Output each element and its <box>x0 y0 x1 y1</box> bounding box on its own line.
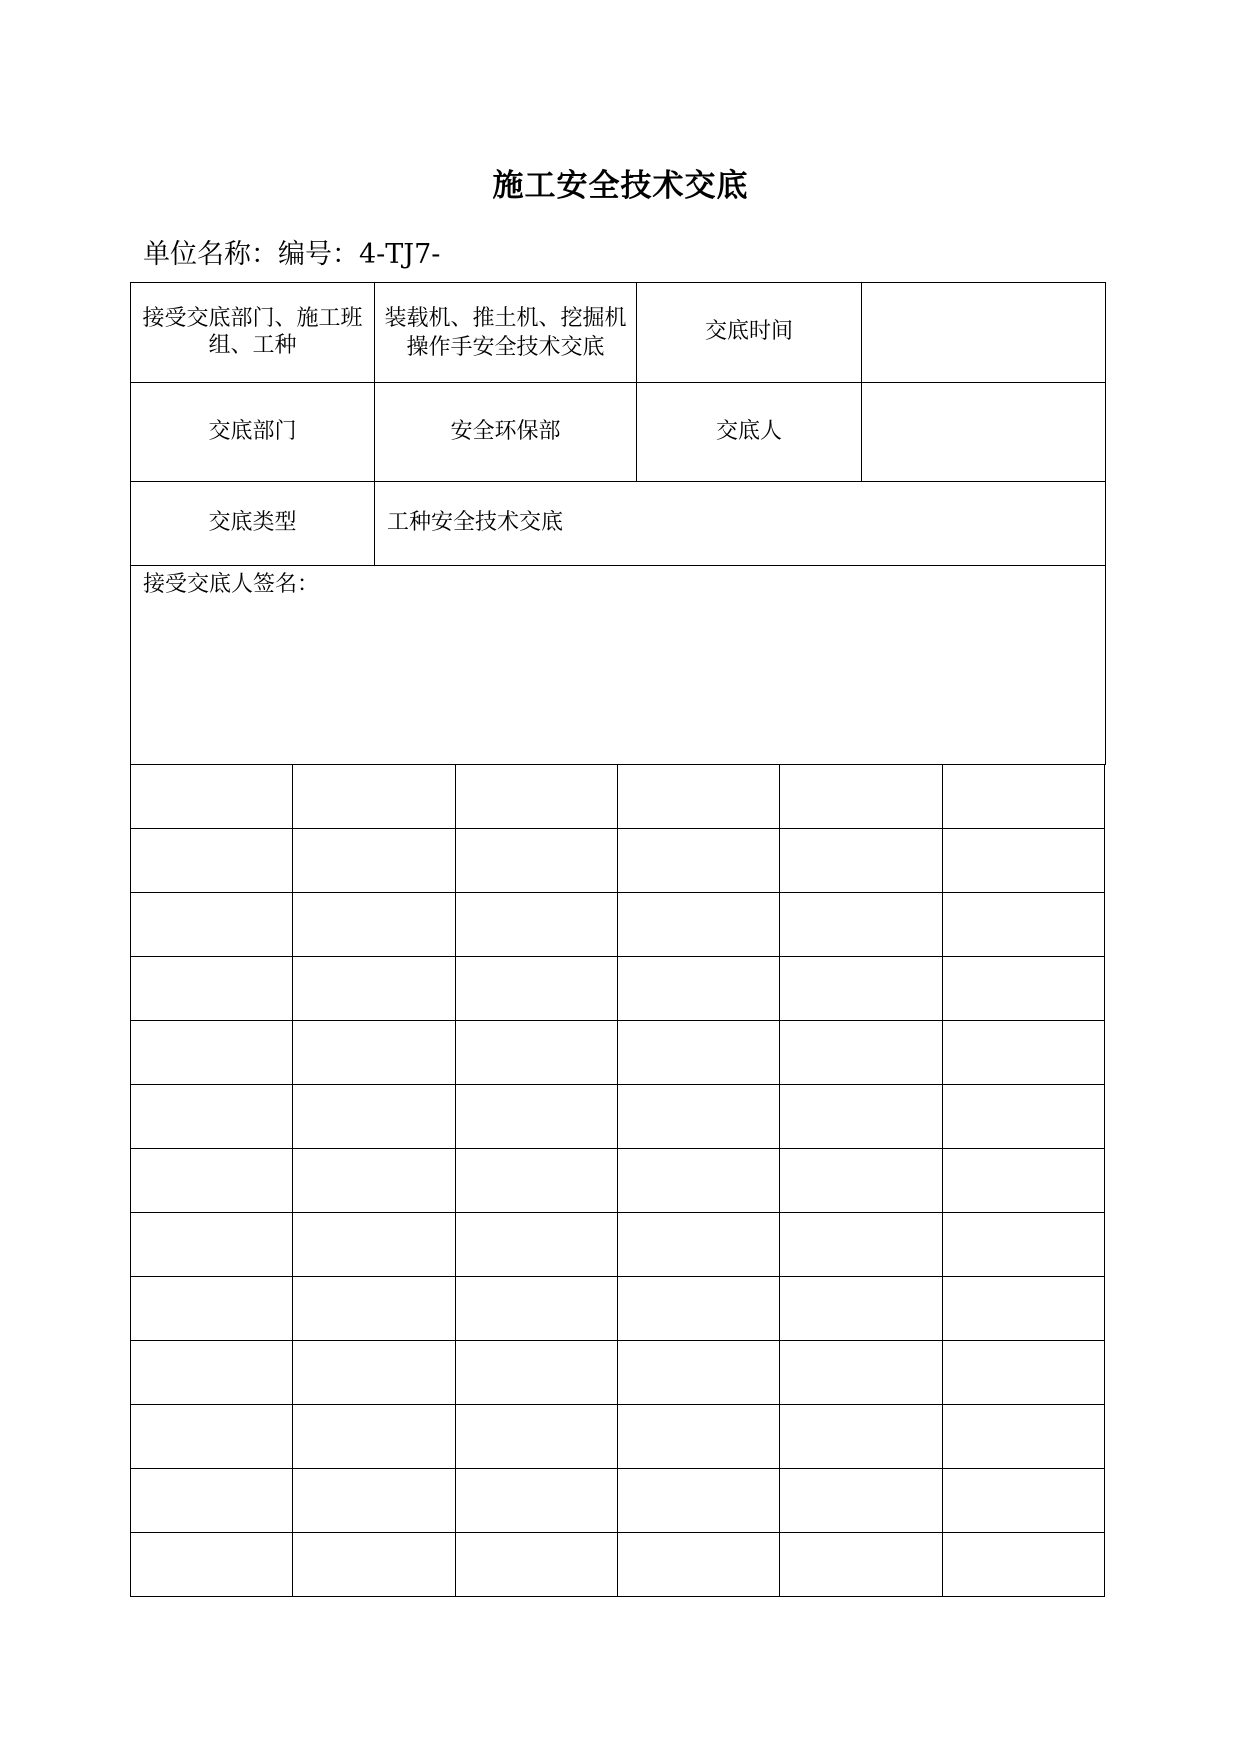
signature-grid-row <box>131 1085 1105 1149</box>
signature-cell[interactable] <box>780 893 942 957</box>
signature-cell[interactable] <box>293 1341 455 1405</box>
signature-cell[interactable] <box>293 765 455 829</box>
signature-cell[interactable] <box>942 1021 1104 1085</box>
briefing-dept-value[interactable]: 安全环保部 <box>375 383 637 482</box>
signature-cell[interactable] <box>131 1149 293 1213</box>
signature-cell[interactable] <box>293 1149 455 1213</box>
signature-cell[interactable] <box>617 1021 779 1085</box>
signature-cell[interactable] <box>617 957 779 1021</box>
signature-cell[interactable] <box>780 829 942 893</box>
signature-cell[interactable] <box>780 765 942 829</box>
signature-cell[interactable] <box>455 765 617 829</box>
signature-cell[interactable] <box>617 1149 779 1213</box>
signature-cell[interactable] <box>780 957 942 1021</box>
signature-cell[interactable] <box>780 1021 942 1085</box>
signature-cell[interactable] <box>780 1085 942 1149</box>
briefing-dept-label: 交底部门 <box>131 383 375 482</box>
signature-cell[interactable] <box>455 893 617 957</box>
signature-cell[interactable] <box>131 1213 293 1277</box>
signature-cell[interactable] <box>293 1277 455 1341</box>
signature-cell[interactable] <box>131 829 293 893</box>
briefing-person-label: 交底人 <box>637 383 862 482</box>
signature-grid-row <box>131 1213 1105 1277</box>
signature-cell[interactable] <box>780 1405 942 1469</box>
signature-cell[interactable] <box>617 893 779 957</box>
signature-cell[interactable] <box>942 1533 1104 1597</box>
signature-grid <box>130 764 1105 1597</box>
signature-grid-row <box>131 1405 1105 1469</box>
signature-cell[interactable] <box>617 1405 779 1469</box>
signature-cell[interactable] <box>131 1085 293 1149</box>
signature-label: 接受交底人签名： <box>131 566 1106 765</box>
signature-cell[interactable] <box>131 957 293 1021</box>
signature-cell[interactable] <box>455 1469 617 1533</box>
signature-cell[interactable] <box>131 1533 293 1597</box>
signature-cell[interactable] <box>293 1085 455 1149</box>
signature-cell[interactable] <box>780 1341 942 1405</box>
signature-grid-row <box>131 1149 1105 1213</box>
briefing-person-value[interactable] <box>862 383 1106 482</box>
signature-cell[interactable] <box>942 1405 1104 1469</box>
signature-cell[interactable] <box>455 1149 617 1213</box>
signature-cell[interactable] <box>455 1341 617 1405</box>
signature-cell[interactable] <box>780 1149 942 1213</box>
document-title: 施工安全技术交底 <box>492 168 749 204</box>
signature-grid-row <box>131 829 1105 893</box>
signature-cell[interactable] <box>293 1021 455 1085</box>
signature-cell[interactable] <box>293 1533 455 1597</box>
signature-cell[interactable] <box>780 1469 942 1533</box>
signature-cell[interactable] <box>293 829 455 893</box>
briefing-type-value[interactable]: 工种安全技术交底 <box>375 482 1106 566</box>
signature-cell[interactable] <box>780 1213 942 1277</box>
signature-cell[interactable] <box>131 1469 293 1533</box>
receiving-dept-value[interactable]: 装载机、推土机、挖掘机操作手安全技术交底 <box>375 283 637 383</box>
signature-cell[interactable] <box>455 1277 617 1341</box>
signature-grid-row <box>131 1469 1105 1533</box>
signature-cell[interactable] <box>942 1469 1104 1533</box>
signature-grid-row <box>131 957 1105 1021</box>
signature-cell[interactable] <box>455 829 617 893</box>
signature-cell[interactable] <box>131 1405 293 1469</box>
signature-cell[interactable] <box>942 957 1104 1021</box>
signature-cell[interactable] <box>617 829 779 893</box>
signature-cell[interactable] <box>617 1533 779 1597</box>
signature-cell[interactable] <box>131 765 293 829</box>
signature-cell[interactable] <box>455 1085 617 1149</box>
receiving-dept-label: 接受交底部门、施工班组、工种 <box>131 283 375 383</box>
briefing-time-label: 交底时间 <box>637 283 862 383</box>
briefing-time-value[interactable] <box>862 283 1106 383</box>
signature-cell[interactable] <box>617 1085 779 1149</box>
signature-cell[interactable] <box>780 1533 942 1597</box>
signature-cell[interactable] <box>293 1213 455 1277</box>
signature-cell[interactable] <box>455 1405 617 1469</box>
signature-grid-row <box>131 1533 1105 1597</box>
signature-cell[interactable] <box>293 1405 455 1469</box>
signature-cell[interactable] <box>617 1277 779 1341</box>
signature-cell[interactable] <box>942 1341 1104 1405</box>
signature-cell[interactable] <box>455 957 617 1021</box>
signature-cell[interactable] <box>942 1213 1104 1277</box>
signature-cell[interactable] <box>942 765 1104 829</box>
signature-cell[interactable] <box>131 1021 293 1085</box>
signature-cell[interactable] <box>293 893 455 957</box>
signature-grid-row <box>131 893 1105 957</box>
signature-cell[interactable] <box>942 1277 1104 1341</box>
signature-cell[interactable] <box>617 765 779 829</box>
briefing-form-table <box>130 282 1106 765</box>
signature-cell[interactable] <box>617 1469 779 1533</box>
signature-cell[interactable] <box>942 1149 1104 1213</box>
signature-cell[interactable] <box>293 1469 455 1533</box>
signature-grid-row <box>131 765 1105 829</box>
unit-and-number-line: 单位名称：编号：4-TJ7- <box>143 239 441 270</box>
signature-cell[interactable] <box>942 1085 1104 1149</box>
signature-cell[interactable] <box>617 1213 779 1277</box>
signature-grid-row <box>131 1021 1105 1085</box>
signature-cell[interactable] <box>293 957 455 1021</box>
signature-cell[interactable] <box>455 1533 617 1597</box>
signature-cell[interactable] <box>942 829 1104 893</box>
signature-grid-row <box>131 1341 1105 1405</box>
signature-cell[interactable] <box>131 1277 293 1341</box>
signature-cell[interactable] <box>131 1341 293 1405</box>
signature-cell[interactable] <box>780 1277 942 1341</box>
signature-cell[interactable] <box>617 1341 779 1405</box>
signature-cell[interactable] <box>455 1021 617 1085</box>
signature-cell[interactable] <box>455 1213 617 1277</box>
briefing-type-label: 交底类型 <box>131 482 375 566</box>
signature-cell[interactable] <box>942 893 1104 957</box>
signature-grid-row <box>131 1277 1105 1341</box>
signature-cell[interactable] <box>131 893 293 957</box>
